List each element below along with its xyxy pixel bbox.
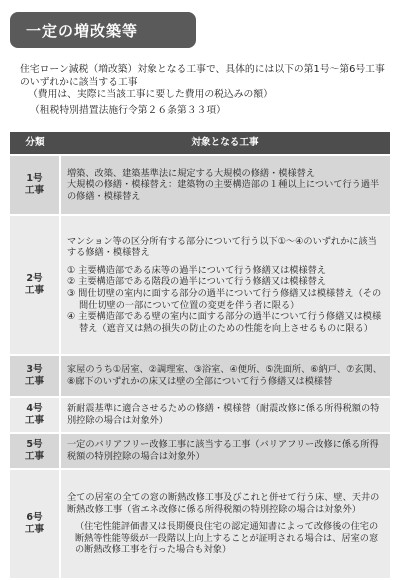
row-kind: 工事 <box>24 185 45 196</box>
description-line: 全ての居室の全ての窓の断熱改修工事及びこれと併せて行う床、壁、天井の断熱改修工事（省エネ改修に係る所得税額の特別控除の場合は対象外） <box>67 492 380 515</box>
table-row <box>10 433 390 469</box>
table-row <box>10 215 390 355</box>
description-line: マンション等の区分所有する部分について行う以下①～④のいずれかに該当する修繕・模様替え <box>67 235 377 259</box>
list-item: ④ 主要構造部である壁の室内に面する部分の過半について行う修繕又は模様替え（遮音又は熱の損失の防止のための性能を向上させるものに限る） <box>67 311 382 334</box>
row-label <box>10 397 60 433</box>
table-row <box>10 355 390 397</box>
section-title: 一定の増改築等 <box>10 12 196 48</box>
intro-text <box>20 64 392 117</box>
row-number: 6号 <box>26 512 43 523</box>
row-kind: 工事 <box>24 451 45 462</box>
list-item: ③ 間仕切壁の室内に面する部分の過半について行う修繕又は模様替え（その間仕切壁の一部について位置の変更を伴う者に限る） <box>67 288 382 311</box>
row-description <box>60 155 390 215</box>
description-line: 増築、改築、建築基準法に規定する大規模の修繕・模様替え <box>67 167 316 179</box>
intro-note: （費用は、実際に当該工事に要した費用の税込みの額） <box>28 89 273 100</box>
row-label <box>10 155 60 215</box>
row-kind: 工事 <box>24 415 45 426</box>
description-line: 家屋のうち①居室、②調理室、③浴室、④便所、⑤洗面所、⑥納戸、⑦玄関、⑧廊下のいずれかの床又は壁の全部について行う修繕又は模様替 <box>67 364 382 387</box>
works-table <box>10 132 390 580</box>
intro-legal-basis: （租税特別措置法施行令第２６条第３３項） <box>30 104 226 116</box>
row-kind: 工事 <box>24 524 45 535</box>
row-description <box>60 397 390 433</box>
row-number: 5号 <box>26 439 43 450</box>
description-line: 一定のバリアフリー改修工事に該当する工事（バリアフリー改修に係る所得税額の特別控除の場合は対象外） <box>67 439 379 462</box>
intro-lead: 住宅ローン減税（増改築）対象となる工事で、具体的には以下の第1号～第6号工事のいずれかに該当する工事 <box>20 64 385 88</box>
header-works: 対象となる工事 <box>60 132 390 155</box>
table-header-row <box>10 132 390 155</box>
row-label <box>10 355 60 397</box>
list-item: ① 主要構造部である床等の過半について行う修繕又は模様替え <box>67 264 327 276</box>
table-row <box>10 155 390 215</box>
row-label <box>10 469 60 579</box>
row-description <box>60 433 390 469</box>
row-kind: 工事 <box>24 285 45 296</box>
row-number: 3号 <box>26 364 43 375</box>
row-description <box>60 215 390 355</box>
row-description <box>60 355 390 397</box>
description-line: 新耐震基準に適合させるための修繕・模様替（耐震改修に係る所得税額の特別控除の場合は対象外） <box>67 403 380 426</box>
row-kind: 工事 <box>24 376 45 387</box>
row-number: 2号 <box>26 273 43 284</box>
table-row <box>10 469 390 579</box>
header-category: 分類 <box>10 132 60 155</box>
description-note: （住宅性能評価書又は長期優良住宅の認定通知書によって改修後の住宅の断熱等性能等級が一段階以上向上することが証明される場合は、居室の窓の断熱改修工事を行った場合も対象） <box>75 521 379 556</box>
list-item: ② 主要構造部である階段の過半について行う修繕又は模様替え <box>67 276 327 288</box>
row-number: 4号 <box>26 403 43 414</box>
row-number: 1号 <box>26 173 43 184</box>
table-row <box>10 397 390 433</box>
row-label <box>10 215 60 355</box>
row-label <box>10 433 60 469</box>
description-line: 大規模の修繕・模様替え：建築物の主要構造部の１種以上について行う過半の修繕・模様替え <box>67 179 380 202</box>
row-description <box>60 469 390 579</box>
